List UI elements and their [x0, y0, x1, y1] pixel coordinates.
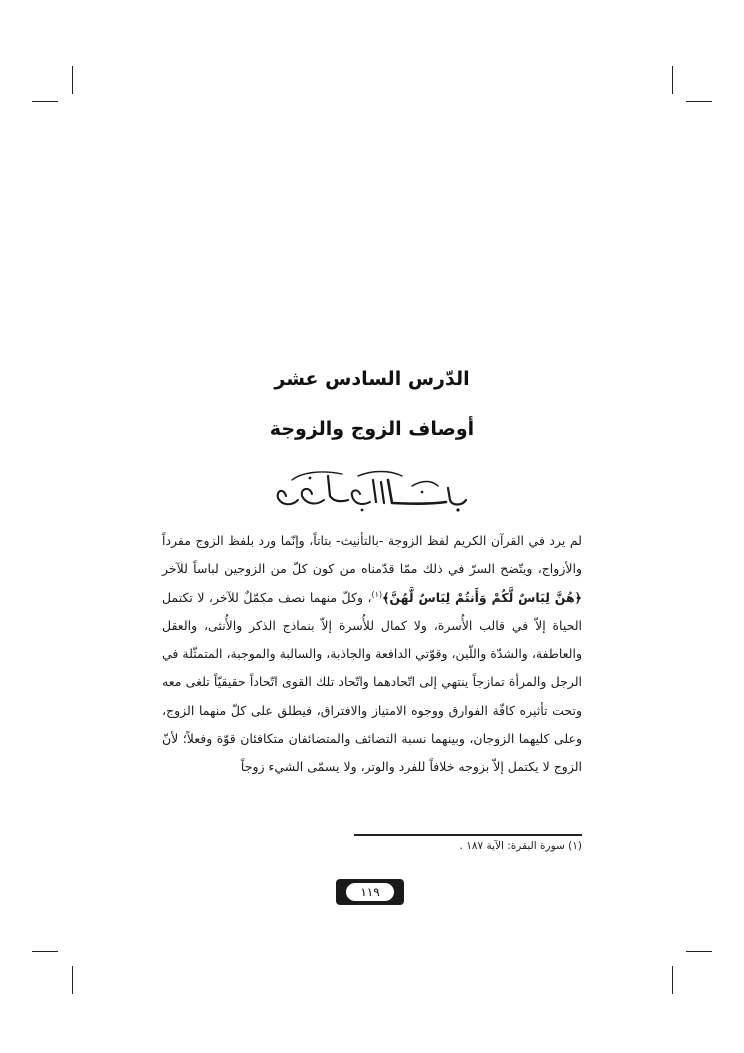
body-text-part: ، وكلّ منهما نصف مكمّلٌ للآخر، لا تكتمل الحياة إلاّ في قالب الأُسرة، ولا كمال للأُسرة إلاّ بنماذج الذكر والأُنثى، والعقل والعاطفة، والشدّة واللّين، وقوّتي الدافعة والجاذبة، والسالبة والموجبة، المتمثّلة في الرجل والمرأة تمازجاً ينتهي إلى اتّحادهما واتّحاد تلك القوى اتّحاداً حقيقيّاً تلغى معه وتحت تأثيره كافّة الفوارق ووجوه الامتياز والافتراق، فيطلق على كلّ منهما الزوج، وعلى كليهما الزوجان، وبينهما نسبة التضائف والمتضائفان متكافئان قوّة وفعلاً؛ لأنّ الزوج لا يكتمل إلاّ بزوجه خلافاً للفرد والوتر، ولا يسمّى الشيء زوجاً — [162, 589, 582, 775]
crop-mark — [672, 966, 673, 994]
crop-mark — [72, 966, 73, 994]
crop-mark — [32, 101, 58, 102]
page-number: ١١٩ — [346, 883, 394, 901]
body-paragraph — [162, 527, 582, 782]
footnote-divider — [354, 834, 582, 836]
lesson-subtitle: أوصاف الزوج والزوجة — [269, 418, 475, 440]
crop-mark — [672, 66, 673, 94]
footnote-text: (١) سورة البقرة: الآية ١٨٧ . — [459, 840, 582, 852]
basmala-calligraphy-icon — [262, 466, 482, 516]
quran-verse: ﴿هُنَّ لِبَاسٌ لَّكُمْ وَأَنتُمْ لِبَاسٌ لَّهُنَّ﴾ — [382, 589, 582, 605]
footnote-reference: (١) — [371, 589, 383, 599]
lesson-title: الدّرس السادس عشر — [274, 368, 470, 390]
page-number-badge — [336, 879, 404, 905]
crop-mark — [72, 66, 73, 94]
crop-mark — [686, 101, 712, 102]
crop-mark — [32, 951, 58, 952]
crop-mark — [686, 951, 712, 952]
body-text-part: لم يرد في القرآن الكريم لفظ الزوجة -بالتأنيث- بتاتاً، وإنّما ورد بلفظ الزوج مفرداً والأزواج، ويتّضح السرّ في ذلك ممّا قدّمناه من كون كلّ من الزوجين لباساً للآخر — [162, 533, 582, 577]
